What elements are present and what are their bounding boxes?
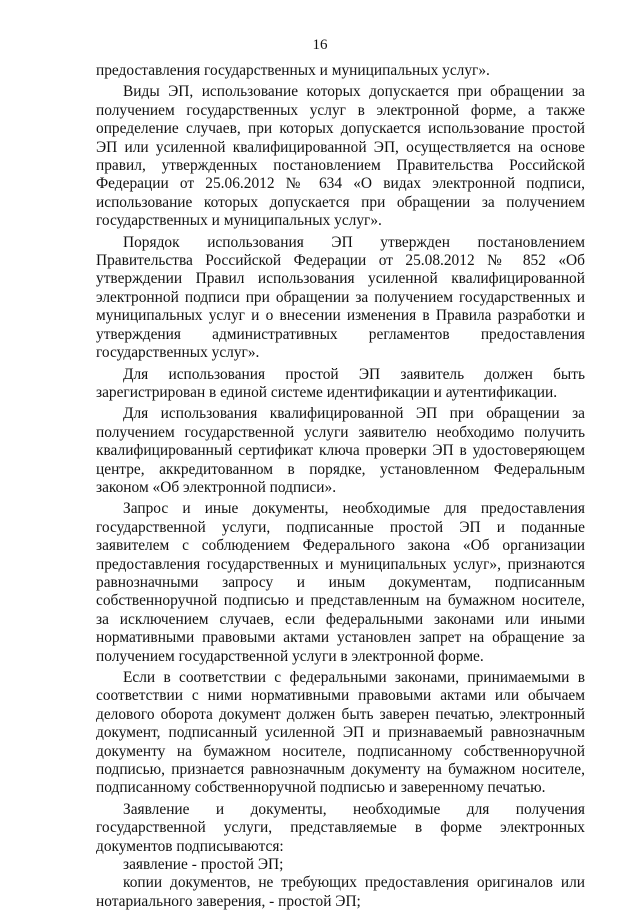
paragraph-3: Порядок использования ЭП утвержден постановлением Правительства Российской Федерации от 25.08.2012 № 852 «Об утверждении Правил использования усиленной квалифицированной электронной подписи при обращении за получением государственных и муниципальных услуг и о внесении изменения в Правила разработки и утверждения административных регламентов предоставления государственных услуг».: [96, 233, 585, 362]
page-number: 16: [312, 37, 328, 53]
paragraph-9: заявление - простой ЭП;: [123, 856, 284, 874]
paragraph-10: копии документов, не требующих предоставления оригиналов или нотариального заверения, - простой ЭП;: [96, 874, 585, 910]
paragraph-1: предоставления государственных и муниципальных услуг».: [96, 62, 490, 79]
document-body: [96, 62, 585, 911]
paragraph-4: Для использования простой ЭП заявитель должен быть зарегистрирован в единой системе идентификации и аутентификации.: [96, 365, 585, 401]
paragraph-6: Запрос и иные документы, необходимые для предоставления государственной услуги, подписанные простой ЭП и поданные заявителем с соблюдением Федерального закона «Об организации предоставления государственных и муниципальных услуг», признаются равнозначными запросу и иным документам, подписанным собственноручной подписью и представленным на бумажном носителе, за исключением случаев, если федеральными законами или иными нормативными правовыми актами установлен запрет на обращение за получением государственной услуги в электронной форме.: [96, 500, 585, 665]
paragraph-5: Для использования квалифицированной ЭП при обращении за получением государственной услуги заявителю необходимо получить квалифицированный сертификат ключа проверки ЭП в удостоверяющем центре, аккредитованном в порядке, установленном Федеральным законом «Об электронной подписи».: [96, 405, 585, 496]
paragraph-7: Если в соответствии с федеральными законами, принимаемыми в соответствии с ними нормативными правовыми актами или обычаем делового оборота документ должен быть заверен печатью, электронный документ, подписанный усиленной ЭП и признаваемый равнозначным документу на бумажном носителе, подписанному собственноручной подписью, признается равнозначным документу на бумажном носителе, подписанному собственноручной подписью и заверенному печатью.: [96, 669, 585, 797]
paragraph-2: Виды ЭП, использование которых допускается при обращении за получением государственных услуг в электронной форме, а также определение случаев, при которых допускается использование простой ЭП или усиленной квалифицированной ЭП, осуществляется на основе правил, утвержденных постановлением Правительства Российской Федерации от 25.06.2012 № 634 «О видах электронной подписи, использование которых допускается при обращении за получением государственных и муниципальных услуг».: [96, 83, 585, 230]
paragraph-8: Заявление и документы, необходимые для получения государственной услуги, представляемые в форме электронных документов подписываются:: [96, 800, 585, 855]
